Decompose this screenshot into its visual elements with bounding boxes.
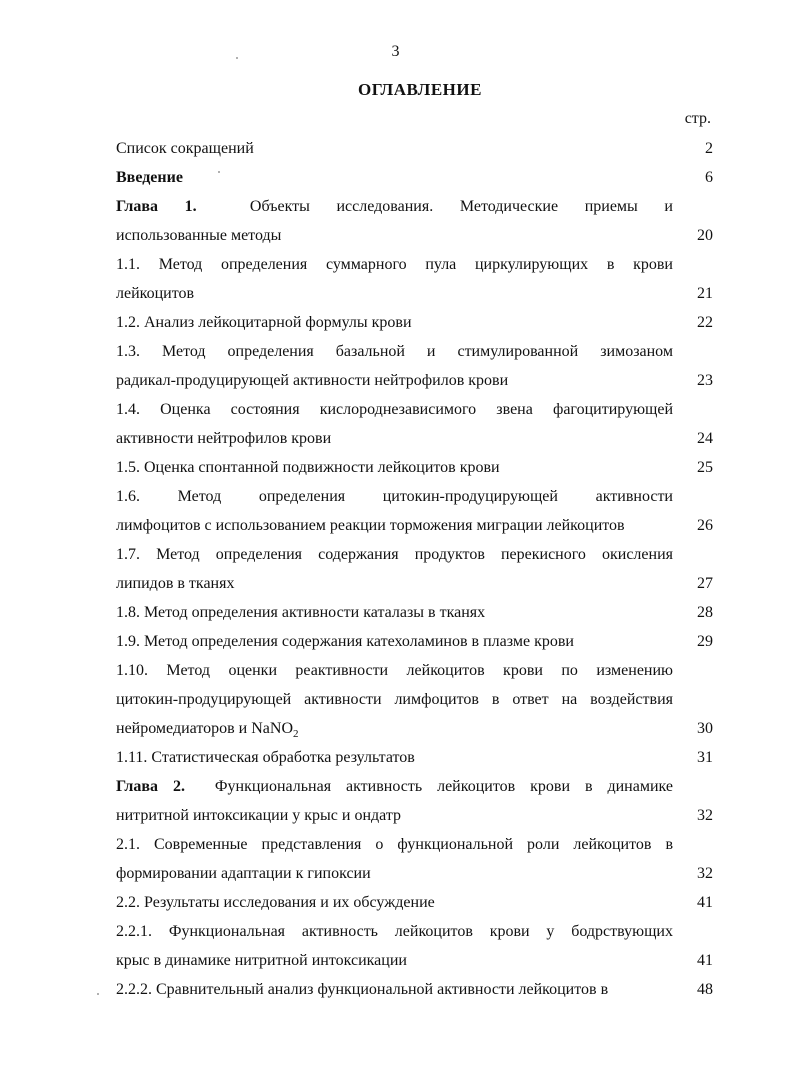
toc-line — [116, 975, 715, 1004]
toc-entry — [116, 453, 715, 482]
toc-entry — [116, 656, 715, 743]
toc-line-text: 1.8. Метод определения активности каталазы в тканях — [116, 604, 486, 621]
toc-entry-text — [116, 337, 673, 366]
page-title: ОГЛАВЛЕНИЕ — [358, 80, 482, 99]
chapter-label: Глава 2. — [116, 778, 185, 795]
toc-page-number: 21 — [697, 285, 713, 302]
toc-entry — [116, 975, 715, 1004]
toc-entry-text — [116, 163, 673, 192]
toc-line — [116, 482, 715, 511]
toc-entry-text — [116, 424, 673, 453]
toc-line — [116, 279, 715, 308]
toc-line — [116, 830, 715, 859]
toc-page-number: 41 — [697, 952, 713, 969]
toc-line — [116, 134, 715, 163]
toc-line-text: Объекты исследования. Методические приемы и — [249, 198, 673, 215]
toc-page-number: 32 — [697, 865, 713, 882]
toc-line-text: 2.1. Современные представления о функциональной роли лейкоцитов в — [116, 836, 673, 853]
toc-entry — [116, 250, 715, 308]
toc-entry — [116, 598, 715, 627]
toc-page-number: 26 — [697, 517, 713, 534]
toc-page-number: 6 — [705, 169, 713, 186]
toc-page-number: 41 — [697, 894, 713, 911]
toc-entry — [116, 482, 715, 540]
toc-entry — [116, 134, 715, 163]
toc-entry-text — [116, 395, 673, 424]
toc-line — [116, 685, 715, 714]
toc-page-number: 27 — [697, 575, 713, 592]
toc-line-text: Список сокращений — [116, 140, 254, 157]
toc-entry-text — [116, 975, 673, 1004]
toc-page-number: 25 — [697, 459, 713, 476]
toc-line — [116, 714, 715, 743]
toc-page-number: 31 — [697, 749, 713, 766]
toc-line-text: 1.10. Метод оценки реактивности лейкоцитов крови по изменению — [116, 662, 673, 679]
toc-entry — [116, 308, 715, 337]
toc-line — [116, 221, 715, 250]
toc-line — [116, 511, 715, 540]
toc-entry-text — [116, 685, 673, 714]
toc-entry-text — [116, 221, 673, 250]
toc-line-text: 2.2.1. Функциональная активность лейкоцитов крови у бодрствующих — [116, 923, 673, 940]
toc-line-text: 1.3. Метод определения базальной и стимулированной зимозаном — [116, 343, 673, 360]
toc-entry — [116, 772, 715, 830]
toc-line — [116, 917, 715, 946]
toc-entry — [116, 163, 715, 192]
chapter-label: Глава 1. — [116, 198, 197, 215]
toc-line — [116, 395, 715, 424]
toc-entry-text — [116, 743, 673, 772]
toc-line — [116, 801, 715, 830]
toc-line-text: 2.2.2. Сравнительный анализ функциональной активности лейкоцитов в — [116, 981, 609, 998]
toc-entry — [116, 337, 715, 395]
toc-line — [116, 888, 715, 917]
toc-line-text: лимфоцитов с использованием реакции торможения миграции лейкоцитов — [116, 517, 625, 534]
toc-entry-text — [116, 627, 673, 656]
toc-line-text: использованные методы — [116, 227, 282, 244]
toc-line-text: 1.7. Метод определения содержания продуктов перекисного окисления — [116, 546, 673, 563]
toc-entry — [116, 743, 715, 772]
toc-entry — [116, 627, 715, 656]
toc-line — [116, 163, 715, 192]
toc-line-text: лейкоцитов — [116, 285, 195, 302]
toc-line-text: нитритной интоксикации у крыс и ондатр — [116, 807, 402, 824]
toc-line — [116, 250, 715, 279]
toc-entry-text — [116, 830, 673, 859]
toc-page-number: 32 — [697, 807, 713, 824]
toc-line-text: радикал-продуцирующей активности нейтрофилов крови — [116, 372, 509, 389]
toc-entry — [116, 888, 715, 917]
toc-line-text: Функциональная активность лейкоцитов крови в динамике — [214, 778, 673, 795]
toc-line-text: нейромедиаторов и NaNO — [116, 720, 293, 737]
toc-entry — [116, 192, 715, 250]
toc-entry-text — [116, 134, 673, 163]
toc-entry-text — [116, 801, 673, 830]
toc-page-number: 48 — [697, 981, 713, 998]
toc-line-text: липидов в тканях — [116, 575, 235, 592]
toc-entry-text — [116, 569, 673, 598]
toc-line-text: 1.9. Метод определения содержания катехоламинов в плазме крови — [116, 633, 574, 650]
toc-page-number: 28 — [697, 604, 713, 621]
toc-line — [116, 453, 715, 482]
toc-line-text: 2.2. Результаты исследования и их обсуждение — [116, 894, 435, 911]
table-of-contents — [116, 134, 715, 1004]
toc-page-number: 29 — [697, 633, 713, 650]
toc-page-number: 22 — [697, 314, 713, 331]
toc-line — [116, 859, 715, 888]
toc-line — [116, 598, 715, 627]
toc-line-text: 1.2. Анализ лейкоцитарной формулы крови — [116, 314, 412, 331]
toc-line-text: 1.1. Метод определения суммарного пула циркулирующих в крови — [116, 256, 673, 273]
scan-speck — [218, 171, 220, 173]
toc-entry-text — [116, 540, 673, 569]
toc-entry-text — [116, 308, 673, 337]
toc-line-text: 1.6. Метод определения цитокин-продуцирующей активности — [116, 488, 673, 505]
toc-entry-text — [116, 453, 673, 482]
toc-entry-text — [116, 482, 673, 511]
toc-line-text: крыс в динамике нитритной интоксикации — [116, 952, 407, 969]
toc-entry — [116, 395, 715, 453]
toc-entry-text — [116, 192, 673, 221]
toc-entry-text — [116, 598, 673, 627]
toc-entry — [116, 917, 715, 975]
toc-entry-text — [116, 366, 673, 395]
toc-page-number: 24 — [697, 430, 713, 447]
toc-line — [116, 192, 715, 221]
toc-line — [116, 772, 715, 801]
toc-page-number: 20 — [697, 227, 713, 244]
toc-line — [116, 946, 715, 975]
toc-line — [116, 569, 715, 598]
scan-speck — [236, 57, 238, 59]
toc-line-text: Введение — [116, 169, 183, 186]
page-column-label: стр. — [684, 110, 711, 127]
toc-entry-text — [116, 279, 673, 308]
toc-line-text: активности нейтрофилов крови — [116, 430, 332, 447]
toc-entry — [116, 540, 715, 598]
toc-line-text: формировании адаптации к гипоксии — [116, 865, 371, 882]
toc-entry-text — [116, 714, 673, 743]
toc-page-number: 2 — [705, 140, 713, 157]
subscript: 2 — [293, 728, 299, 741]
toc-line — [116, 424, 715, 453]
toc-entry-text — [116, 772, 673, 801]
toc-entry-text — [116, 511, 673, 540]
toc-entry — [116, 830, 715, 888]
toc-entry-text — [116, 250, 673, 279]
toc-entry-text — [116, 946, 673, 975]
toc-line — [116, 308, 715, 337]
toc-line-text: 1.4. Оценка состояния кислороднезависимого звена фагоцитирующей — [116, 401, 673, 418]
toc-entry-text — [116, 917, 673, 946]
page-number: 3 — [391, 43, 400, 60]
toc-line-text: цитокин-продуцирующей активности лимфоцитов в ответ на воздействия — [116, 691, 673, 708]
toc-line — [116, 540, 715, 569]
toc-entry-text — [116, 656, 673, 685]
toc-line — [116, 656, 715, 685]
toc-entry-text — [116, 859, 673, 888]
scan-speck — [97, 993, 99, 995]
toc-page-number: 23 — [697, 372, 713, 389]
toc-line-text: 1.5. Оценка спонтанной подвижности лейкоцитов крови — [116, 459, 500, 476]
toc-page-number: 30 — [697, 720, 713, 737]
toc-line — [116, 366, 715, 395]
toc-line-text: 1.11. Статистическая обработка результатов — [116, 749, 415, 766]
toc-entry-text — [116, 888, 673, 917]
toc-line — [116, 743, 715, 772]
toc-line — [116, 337, 715, 366]
toc-line — [116, 627, 715, 656]
